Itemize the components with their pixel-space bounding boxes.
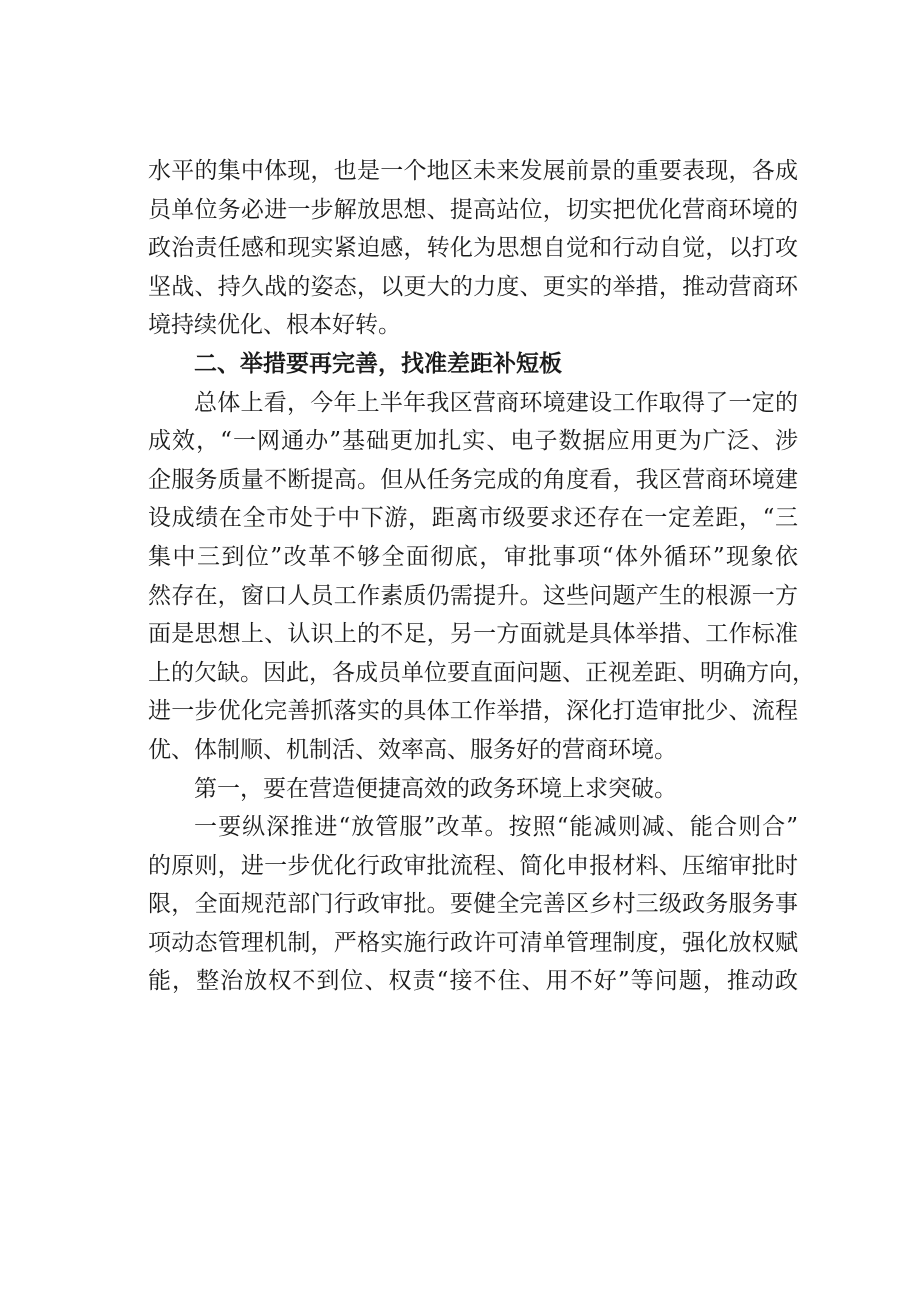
text-line: 水平的集中体现，也是一个地区未来发展前景的重要表现，各成 xyxy=(148,158,798,184)
text-line: 一要纵深推进“放管服”改革。按照“能减则减、能合则合” xyxy=(194,814,798,841)
text-line: 限，全面规范部门行政审批。要健全完善区乡村三级政务服务事 xyxy=(148,891,798,918)
text-line: 设成绩在全市处于中下游，距离市级要求还存在一定差距，“三 xyxy=(148,505,798,532)
text-line: 能，整治放权不到位、权责“接不住、用不好”等问题，推动政 xyxy=(148,968,798,995)
text-line: 第一，要在营造便捷高效的政务环境上求突破。 xyxy=(194,775,677,802)
paragraph-reform xyxy=(148,808,798,1001)
text-line: 总体上看，今年上半年我区营商环境建设工作取得了一定的 xyxy=(194,389,798,416)
document-body xyxy=(148,152,815,1001)
text-line: 企服务质量不断提高。但从任务完成的角度看，我区营商环境建 xyxy=(148,466,798,493)
text-line: 政治责任感和现实紧迫感，转化为思想自觉和行动自觉，以打攻 xyxy=(148,235,798,262)
text-line: 进一步优化完善抓落实的具体工作举措，深化打造审批少、流程 xyxy=(148,698,798,725)
text-line: 面是思想上、认识上的不足，另一方面就是具体举措、工作标准 xyxy=(148,621,798,648)
paragraph-continuation xyxy=(148,152,798,345)
text-line: 员单位务必进一步解放思想、提高站位，切实把优化营商环境的 xyxy=(148,196,798,223)
text-line: 集中三到位”改革不够全面彻底，审批事项“体外循环”现象依 xyxy=(148,543,798,570)
heading-text: 二、举措要再完善，找准差距补短板 xyxy=(194,350,562,377)
text-line: 项动态管理机制，严格实施行政许可清单管理制度，强化放权赋 xyxy=(148,929,798,956)
paragraph-overview xyxy=(148,384,815,770)
text-line: 境持续优化、根本好转。 xyxy=(148,312,401,339)
text-line: 然存在，窗口人员工作素质仍需提升。这些问题产生的根源一方 xyxy=(148,582,798,609)
text-line: 坚战、持久战的姿态，以更大的力度、更实的举措，推动营商环 xyxy=(148,273,798,300)
paragraph-first-point xyxy=(148,770,798,809)
text-line: 上的欠缺。因此，各成员单位要直面问题、正视差距、明确方向， xyxy=(148,659,815,686)
section-heading xyxy=(148,345,798,384)
text-line: 成效，“一网通办”基础更加扎实、电子数据应用更为广泛、涉 xyxy=(148,428,798,455)
text-line: 优、体制顺、机制活、效率高、服务好的营商环境。 xyxy=(148,736,677,763)
text-line: 的原则，进一步优化行政审批流程、简化申报材料、压缩审批时 xyxy=(148,852,798,879)
